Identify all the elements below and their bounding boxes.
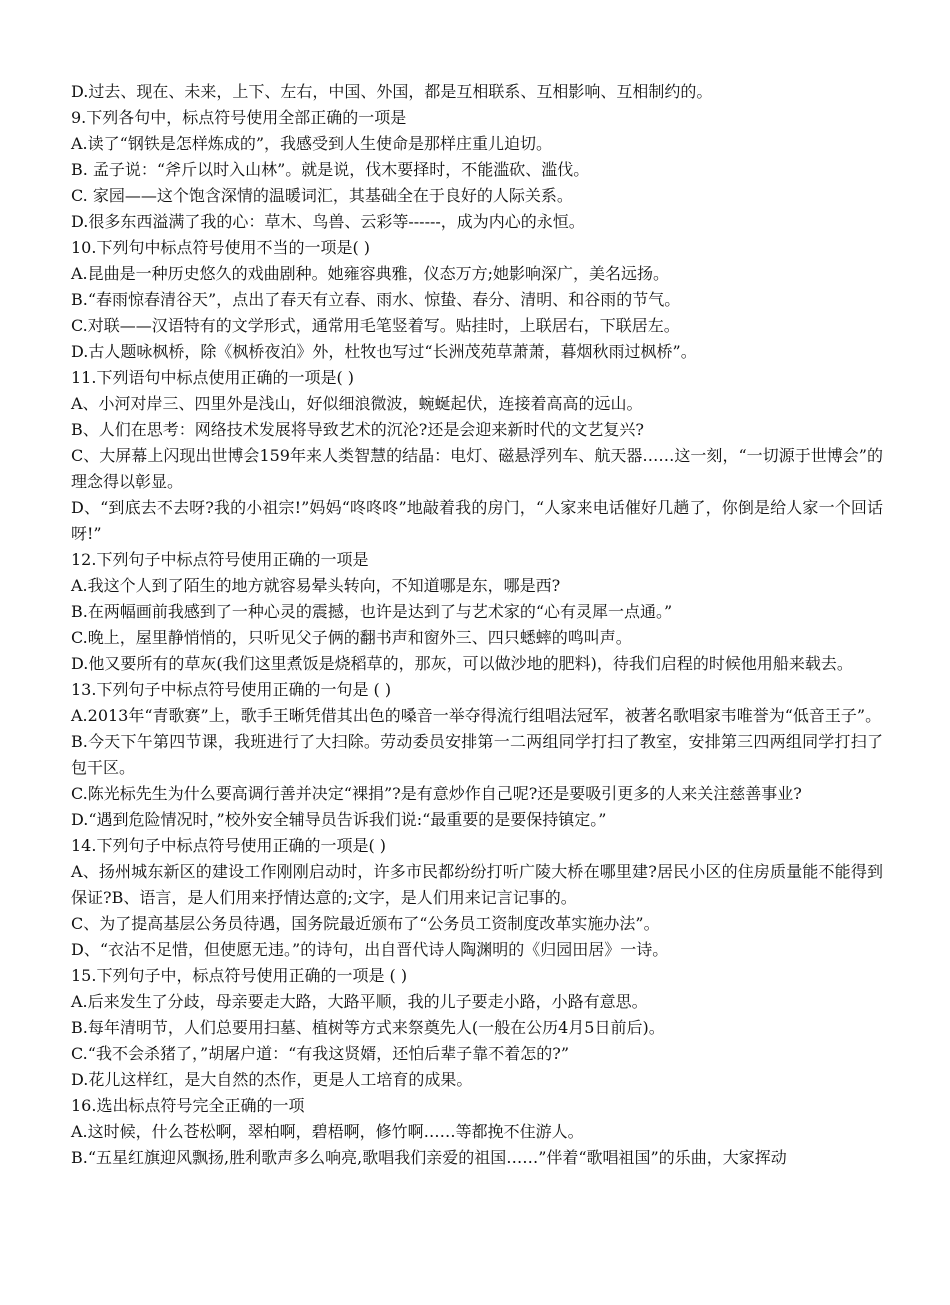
option-line: B、人们在思考：网络技术发展将导致艺术的沉沦?还是会迎来新时代的文艺复兴?: [71, 420, 644, 439]
option-line: D.他又要所有的草灰(我们这里煮饭是烧稻草的，那灰，可以做沙地的肥料)，待我们启程的时候他用船来载去。: [71, 654, 853, 673]
document-body: [71, 79, 883, 1171]
option-line: C.晚上，屋里静悄悄的，只听见父子俩的翻书声和窗外三、四只蟋蟀的鸣叫声。: [71, 628, 632, 647]
option-line: C.对联——汉语特有的文学形式，通常用毛笔竖着写。贴挂时，上联居右，下联居左。: [71, 316, 680, 335]
option-line: A.我这个人到了陌生的地方就容易晕头转向，不知道哪是东，哪是西?: [71, 576, 561, 595]
option-line: A.读了“钢铁是怎样炼成的”，我感受到人生使命是那样庄重儿迫切。: [71, 134, 553, 153]
option-line: C、为了提高基层公务员待遇，国务院最近颁布了“公务员工资制度改革实施办法”。: [71, 914, 660, 933]
option-line: C. 家园——这个饱含深情的温暖词汇，其基础全在于良好的人际关系。: [71, 186, 573, 205]
option-line: A、小河对岸三、四里外是浅山，好似细浪微波，蜿蜒起伏，连接着高高的远山。: [71, 394, 643, 413]
question-line: 11.下列语句中标点使用正确的一项是( ): [71, 368, 355, 387]
option-line: A.这时候，什么苍松啊，翠柏啊，碧梧啊，修竹啊……等都挽不住游人。: [71, 1122, 584, 1141]
question-line: 12.下列句子中标点符号使用正确的一项是: [71, 550, 369, 569]
option-line: C、大屏幕上闪现出世博会159年来人类智慧的结晶：电灯、磁悬浮列车、航天器……这一刻，“一切源于世博会”的理念得以彰显。: [71, 446, 883, 491]
option-line: B.“春雨惊春清谷天”，点出了春天有立春、雨水、惊蛰、春分、清明、和谷雨的节气。: [71, 290, 681, 309]
option-line: B.在两幅画前我感到了一种心灵的震撼，也许是达到了与艺术家的“心有灵犀一点通。”: [71, 602, 673, 621]
option-line: A.昆曲是一种历史悠久的戏曲剧种。她雍容典雅，仪态万方;她影响深广，美名远扬。: [71, 264, 670, 283]
option-line: D.过去、现在、未来，上下、左右，中国、外国，都是互相联系、互相影响、互相制约的。: [71, 82, 713, 101]
option-line: A.后来发生了分歧，母亲要走大路，大路平顺，我的儿子要走小路，小路有意思。: [71, 992, 648, 1011]
option-line: D.花儿这样红，是大自然的杰作，更是人工培育的成果。: [71, 1070, 473, 1089]
option-line: C.陈光标先生为什么要高调行善并决定“裸捐”?是有意炒作自己呢?还是要吸引更多的人来关注慈善事业?: [71, 784, 802, 803]
question-line: 15.下列句子中，标点符号使用正确的一项是 ( ): [71, 966, 408, 985]
question-line: 10.下列句中标点符号使用不当的一项是( ): [71, 238, 371, 257]
option-line: D.古人题咏枫桥，除《枫桥夜泊》外，杜牧也写过“长洲茂苑草萧萧，暮烟秋雨过枫桥”。: [71, 342, 697, 361]
option-line: B.“五星红旗迎风飘扬,胜利歌声多么响亮,歌唱我们亲爱的祖国……”伴着“歌唱祖国”的乐曲，大家挥动: [71, 1148, 787, 1167]
option-line: D.很多东西溢满了我的心：草木、鸟兽、云彩等------，成为内心的永恒。: [71, 212, 585, 231]
option-line: A、扬州城东新区的建设工作刚刚启动时，许多市民都纷纷打听广陵大桥在哪里建?居民小区的住房质量能不能得到保证?B、语言，是人们用来抒情达意的;文字，是人们用来记言记事的。: [71, 862, 883, 907]
option-line: B. 孟子说：“斧斤以时入山林”。就是说，伐木要择时，不能滥砍、滥伐。: [71, 160, 590, 179]
option-line: C.“我不会杀猪了，”胡屠户道：“有我这贤婿，还怕后辈子靠不着怎的?”: [71, 1044, 570, 1063]
option-line: D、“衣沾不足惜，但使愿无违。”的诗句，出自晋代诗人陶渊明的《归园田居》一诗。: [71, 940, 669, 959]
question-line: 9.下列各句中，标点符号使用全部正确的一项是: [71, 108, 407, 127]
question-line: 14.下列句子中标点符号使用正确的一项是( ): [71, 836, 387, 855]
option-line: B.今天下午第四节课，我班进行了大扫除。劳动委员安排第一二两组同学打扫了教室，安排第三四两组同学打扫了包干区。: [71, 732, 883, 777]
option-line: A.2013年“青歌赛”上，歌手王晰凭借其出色的嗓音一举夺得流行组唱法冠军，被著名歌唱家韦唯誉为“低音王子”。: [71, 706, 882, 725]
question-line: 13.下列句子中标点符号使用正确的一句是 ( ): [71, 680, 392, 699]
question-line: 16.选出标点符号完全正确的一项: [71, 1096, 305, 1115]
option-line: B.每年清明节，人们总要用扫墓、植树等方式来祭奠先人(一般在公历4月5日前后)。: [71, 1018, 665, 1037]
option-line: D.“遇到危险情况时，”校外安全辅导员告诉我们说:“最重要的是要保持镇定。”: [71, 810, 607, 829]
option-line: D、“到底去不去呀?我的小祖宗!”妈妈“咚咚咚”地敲着我的房门，“人家来电话催好几趟了，你倒是给人家一个回话呀!”: [71, 498, 883, 543]
